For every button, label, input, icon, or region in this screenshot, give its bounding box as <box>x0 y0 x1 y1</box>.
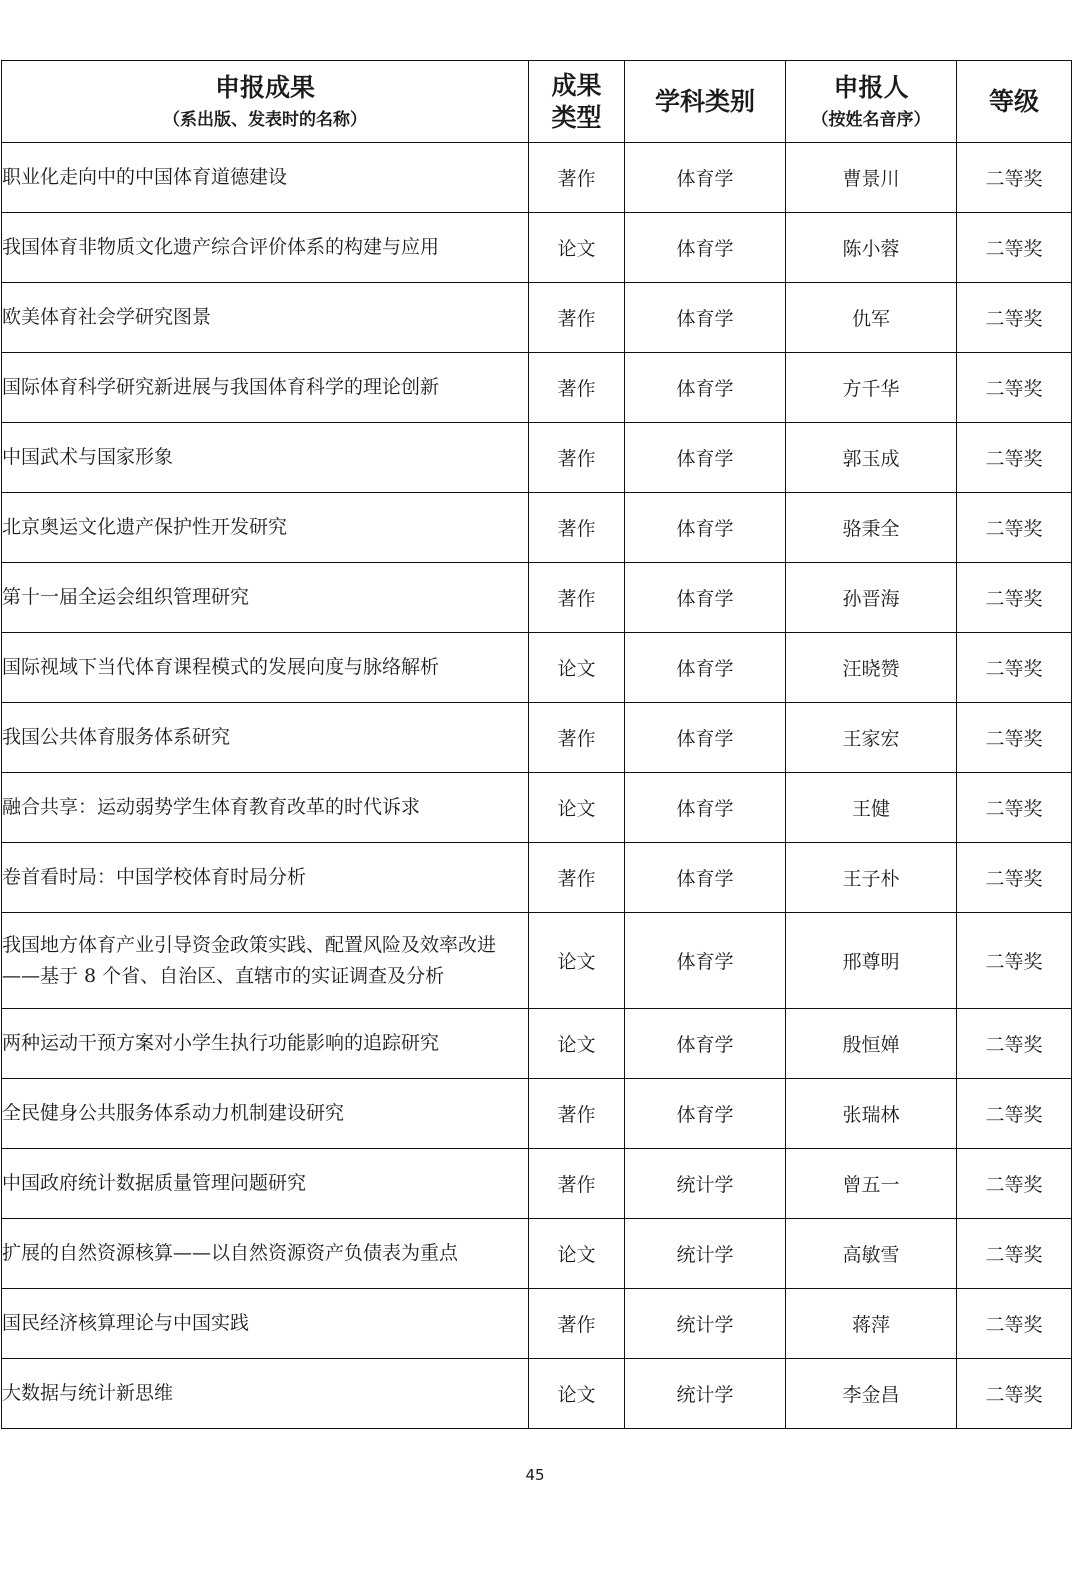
table-row <box>2 563 1072 633</box>
cell-grade: 二等奖 <box>957 423 1072 493</box>
table-body <box>2 143 1072 1429</box>
cell-type: 论文 <box>529 213 625 283</box>
header-title-sub: （系出版、发表时的名称） <box>163 109 367 130</box>
cell-applicant: 邢尊明 <box>786 913 957 1009</box>
cell-title: 中国武术与国家形象 <box>2 423 529 493</box>
cell-title: 国际视域下当代体育课程模式的发展向度与脉络解析 <box>2 633 529 703</box>
cell-type: 著作 <box>529 1289 625 1359</box>
cell-subject: 体育学 <box>625 143 786 213</box>
cell-subject: 体育学 <box>625 703 786 773</box>
cell-subject: 统计学 <box>625 1149 786 1219</box>
header-type-line2: 类型 <box>551 102 602 132</box>
header-title <box>2 61 529 143</box>
table-row <box>2 913 1072 1009</box>
cell-title: 融合共享：运动弱势学生体育教育改革的时代诉求 <box>2 773 529 843</box>
cell-subject: 体育学 <box>625 423 786 493</box>
table-row <box>2 703 1072 773</box>
cell-applicant: 殷恒婵 <box>786 1009 957 1079</box>
awards-table <box>1 60 1072 1429</box>
cell-title: 国民经济核算理论与中国实践 <box>2 1289 529 1359</box>
cell-grade: 二等奖 <box>957 1359 1072 1429</box>
cell-title: 中国政府统计数据质量管理问题研究 <box>2 1149 529 1219</box>
cell-applicant: 高敏雪 <box>786 1219 957 1289</box>
cell-applicant: 张瑞林 <box>786 1079 957 1149</box>
table-row <box>2 1289 1072 1359</box>
table-row <box>2 843 1072 913</box>
cell-type: 论文 <box>529 1009 625 1079</box>
cell-type: 著作 <box>529 283 625 353</box>
header-title-main: 申报成果 <box>214 73 315 103</box>
header-subject <box>625 61 786 143</box>
cell-subject: 体育学 <box>625 1079 786 1149</box>
cell-type: 著作 <box>529 843 625 913</box>
cell-subject: 体育学 <box>625 633 786 703</box>
cell-subject: 体育学 <box>625 213 786 283</box>
header-grade-label: 等级 <box>988 86 1039 116</box>
cell-applicant: 骆秉全 <box>786 493 957 563</box>
cell-title: 我国体育非物质文化遗产综合评价体系的构建与应用 <box>2 213 529 283</box>
cell-applicant: 汪晓赞 <box>786 633 957 703</box>
header-applicant-main: 申报人 <box>833 73 909 103</box>
cell-title: 我国地方体育产业引导资金政策实践、配置风险及效率改进——基于 8 个省、自治区、直辖市的实证调查及分析 <box>2 913 529 1009</box>
cell-title: 大数据与统计新思维 <box>2 1359 529 1429</box>
cell-subject: 体育学 <box>625 843 786 913</box>
header-subject-label: 学科类别 <box>654 86 755 116</box>
table-row <box>2 423 1072 493</box>
table-row <box>2 633 1072 703</box>
cell-subject: 统计学 <box>625 1219 786 1289</box>
table-row <box>2 143 1072 213</box>
table-row <box>2 1359 1072 1429</box>
cell-grade: 二等奖 <box>957 353 1072 423</box>
cell-applicant: 郭玉成 <box>786 423 957 493</box>
cell-grade: 二等奖 <box>957 703 1072 773</box>
cell-type: 论文 <box>529 633 625 703</box>
cell-grade: 二等奖 <box>957 913 1072 1009</box>
cell-applicant: 王子朴 <box>786 843 957 913</box>
header-type <box>529 61 625 143</box>
cell-type: 著作 <box>529 143 625 213</box>
cell-type: 著作 <box>529 423 625 493</box>
cell-type: 著作 <box>529 1079 625 1149</box>
table-row <box>2 1079 1072 1149</box>
cell-type: 论文 <box>529 1359 625 1429</box>
cell-applicant: 王健 <box>786 773 957 843</box>
cell-subject: 体育学 <box>625 1009 786 1079</box>
cell-grade: 二等奖 <box>957 283 1072 353</box>
cell-applicant: 仇军 <box>786 283 957 353</box>
table-row <box>2 1149 1072 1219</box>
cell-title: 卷首看时局：中国学校体育时局分析 <box>2 843 529 913</box>
cell-applicant: 陈小蓉 <box>786 213 957 283</box>
cell-subject: 体育学 <box>625 283 786 353</box>
cell-applicant: 曹景川 <box>786 143 957 213</box>
cell-title: 北京奥运文化遗产保护性开发研究 <box>2 493 529 563</box>
table-row <box>2 493 1072 563</box>
cell-title: 欧美体育社会学研究图景 <box>2 283 529 353</box>
cell-title: 我国公共体育服务体系研究 <box>2 703 529 773</box>
cell-grade: 二等奖 <box>957 1079 1072 1149</box>
cell-grade: 二等奖 <box>957 633 1072 703</box>
cell-type: 论文 <box>529 773 625 843</box>
cell-title: 国际体育科学研究新进展与我国体育科学的理论创新 <box>2 353 529 423</box>
header-applicant-sub: （按姓名音序） <box>811 109 931 130</box>
cell-title: 职业化走向中的中国体育道德建设 <box>2 143 529 213</box>
cell-grade: 二等奖 <box>957 213 1072 283</box>
cell-type: 著作 <box>529 703 625 773</box>
cell-subject: 统计学 <box>625 1359 786 1429</box>
table-row <box>2 353 1072 423</box>
cell-applicant: 孙晋海 <box>786 563 957 633</box>
cell-type: 论文 <box>529 1219 625 1289</box>
header-applicant <box>786 61 957 143</box>
cell-type: 著作 <box>529 1149 625 1219</box>
cell-applicant: 蒋萍 <box>786 1289 957 1359</box>
cell-type: 著作 <box>529 493 625 563</box>
cell-type: 著作 <box>529 353 625 423</box>
cell-grade: 二等奖 <box>957 563 1072 633</box>
cell-grade: 二等奖 <box>957 493 1072 563</box>
cell-grade: 二等奖 <box>957 1289 1072 1359</box>
header-type-line1: 成果 <box>551 71 602 101</box>
table-header <box>2 61 1072 143</box>
cell-grade: 二等奖 <box>957 1219 1072 1289</box>
cell-subject: 统计学 <box>625 1289 786 1359</box>
cell-grade: 二等奖 <box>957 143 1072 213</box>
cell-subject: 体育学 <box>625 773 786 843</box>
table-row <box>2 1219 1072 1289</box>
cell-title: 第十一届全运会组织管理研究 <box>2 563 529 633</box>
cell-grade: 二等奖 <box>957 1009 1072 1079</box>
cell-applicant: 方千华 <box>786 353 957 423</box>
cell-grade: 二等奖 <box>957 1149 1072 1219</box>
cell-applicant: 王家宏 <box>786 703 957 773</box>
cell-grade: 二等奖 <box>957 843 1072 913</box>
cell-subject: 体育学 <box>625 913 786 1009</box>
cell-subject: 体育学 <box>625 353 786 423</box>
cell-title: 两种运动干预方案对小学生执行功能影响的追踪研究 <box>2 1009 529 1079</box>
cell-subject: 体育学 <box>625 563 786 633</box>
table-row <box>2 213 1072 283</box>
cell-applicant: 曾五一 <box>786 1149 957 1219</box>
header-row <box>2 61 1072 143</box>
cell-title: 扩展的自然资源核算——以自然资源资产负债表为重点 <box>2 1219 529 1289</box>
cell-title: 全民健身公共服务体系动力机制建设研究 <box>2 1079 529 1149</box>
cell-type: 著作 <box>529 563 625 633</box>
cell-grade: 二等奖 <box>957 773 1072 843</box>
cell-subject: 体育学 <box>625 493 786 563</box>
table-row <box>2 773 1072 843</box>
table-row <box>2 283 1072 353</box>
cell-applicant: 李金昌 <box>786 1359 957 1429</box>
cell-type: 论文 <box>529 913 625 1009</box>
header-grade <box>957 61 1072 143</box>
table-row <box>2 1009 1072 1079</box>
page-number: 45 <box>525 1466 545 1484</box>
